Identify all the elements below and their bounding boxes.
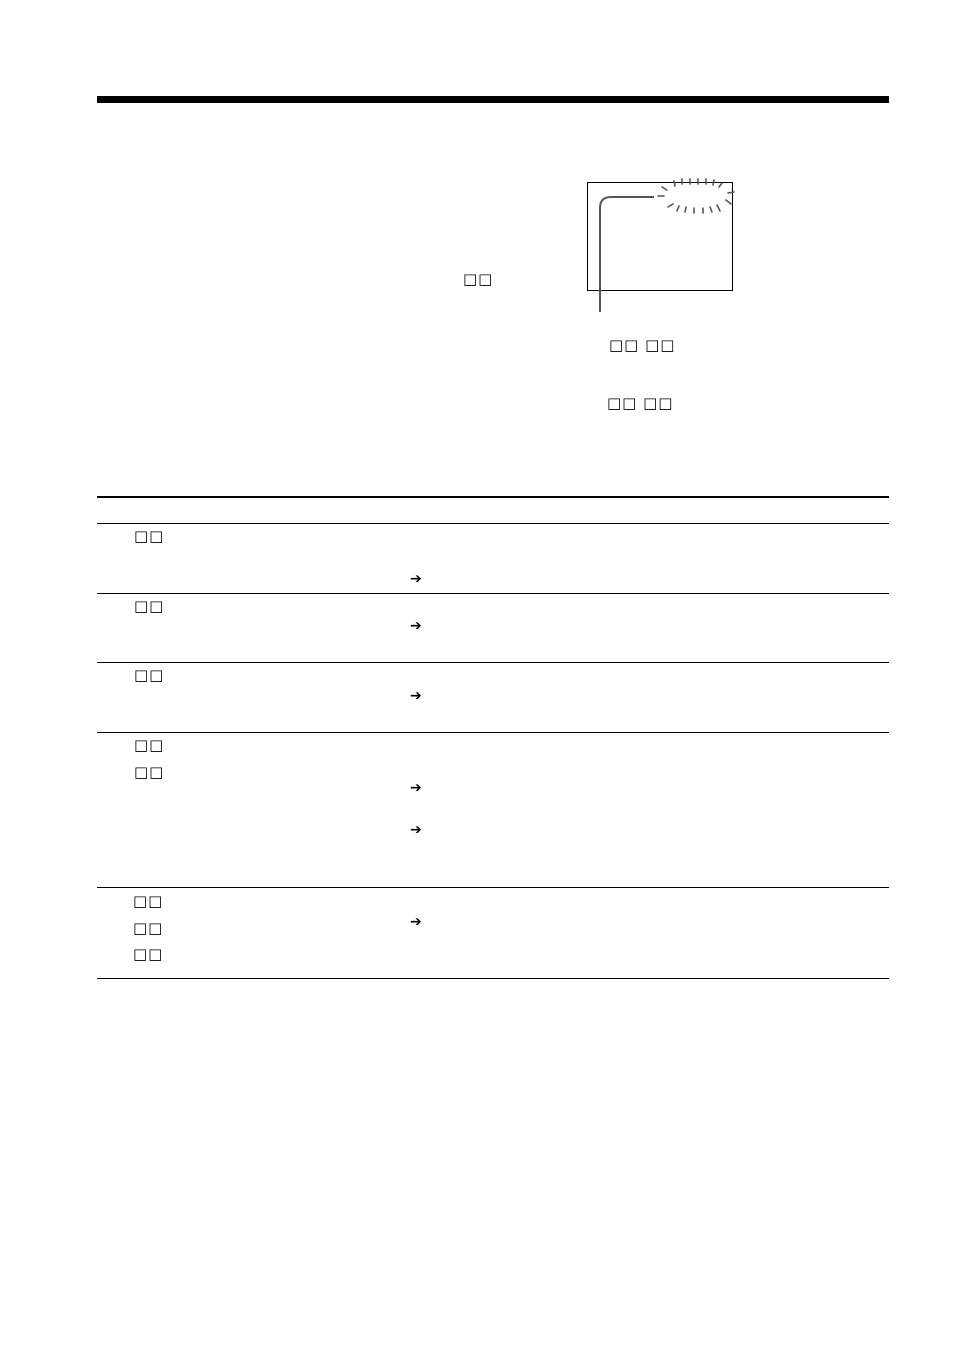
table-row-4-code-2: □□	[134, 763, 165, 781]
table-row-1-code-1: □□	[134, 527, 165, 545]
arrow-right-icon: ➔	[410, 780, 422, 796]
callout-leader-line	[596, 194, 666, 312]
diagram-code-mid: □□ □□	[609, 336, 676, 354]
table-row-divider	[97, 887, 889, 888]
table-row-divider	[97, 593, 889, 594]
section-top-rule	[97, 96, 889, 103]
diagram-code-left: □□	[463, 270, 494, 288]
table-row-5-code-1: □□	[133, 892, 164, 910]
arrow-right-icon: ➔	[410, 914, 422, 930]
table-bottom-rule	[97, 978, 889, 979]
table-row-5-code-2: □□	[133, 919, 164, 937]
arrow-right-icon: ➔	[410, 571, 422, 587]
table-row-divider	[97, 662, 889, 663]
table-row-2-code-1: □□	[134, 597, 165, 615]
table-row-4-code-1: □□	[134, 736, 165, 754]
diagram-code-low: □□ □□	[607, 394, 674, 412]
table-header-rule	[97, 523, 889, 524]
table-row-divider	[97, 732, 889, 733]
table-top-rule	[97, 496, 889, 498]
table-row-3-code-1: □□	[134, 666, 165, 684]
arrow-right-icon: ➔	[410, 618, 422, 634]
table-row-5-code-3: □□	[133, 945, 164, 963]
arrow-right-icon: ➔	[410, 822, 422, 838]
arrow-right-icon: ➔	[410, 688, 422, 704]
